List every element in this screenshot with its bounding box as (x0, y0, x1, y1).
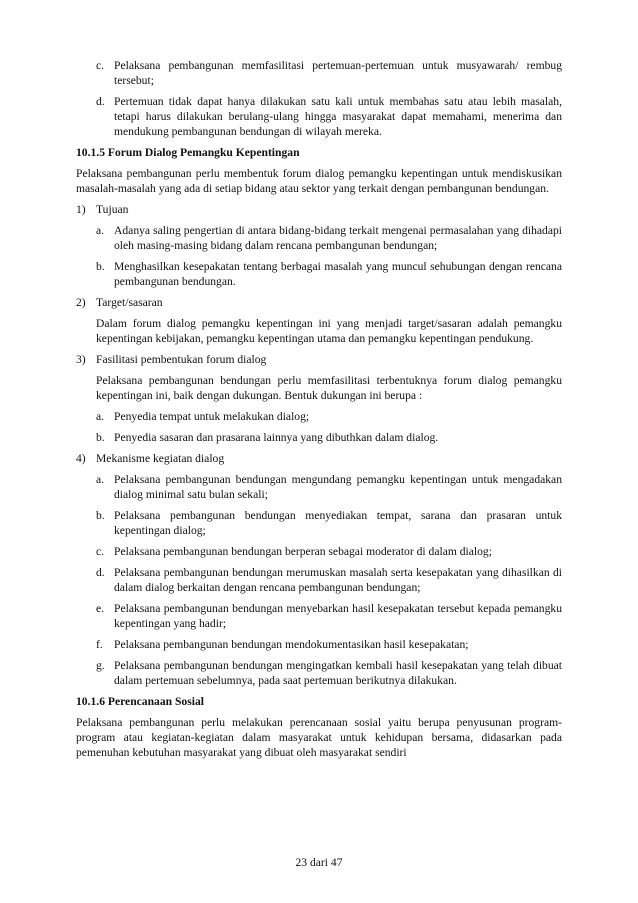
document-page (76, 58, 562, 766)
indented-paragraph: Pelaksana pembangunan bendungan perlu memfasilitasi terbentuknya forum dialog pemangku kepentingan ini, baik dengan dukungan. Bentuk dukungan ini berupa : (96, 374, 562, 402)
list-marker: b. (96, 431, 105, 444)
numbered-heading-title: Mekanisme kegiatan dialog (96, 452, 225, 465)
list-marker: f. (96, 638, 103, 651)
section-intro: Pelaksana pembangunan perlu membentuk forum dialog pemangku kepentingan untuk mendiskusikan masalah-masalah yang ada di setiap bidang atau sektor yang terkait dengan pembangunan bendungan. (76, 167, 562, 195)
list-item-text: Pelaksana pembangunan bendungan menyediakan tempat, sarana dan prasaran untuk kepentingan dialog; (114, 509, 562, 537)
list-marker: a. (96, 473, 105, 486)
list-marker: d. (96, 95, 105, 108)
list-item (76, 601, 562, 631)
list-marker: c. (96, 59, 105, 72)
list-item-text: Pelaksana pembangunan bendungan mendokumentasikan hasil kesepakatan; (114, 638, 469, 651)
list-item-text: Pertemuan tidak dapat hanya dilakukan satu kali untuk membahas satu atau lebih masalah, tetapi harus dilakukan berulang-ulang hingga masyarakat dapat memahami, menerima dan mendukung pembangunan bendungan di wilayah mereka. (114, 95, 562, 138)
list-item (76, 637, 562, 652)
list-item (76, 259, 562, 289)
list-marker: b. (96, 260, 105, 273)
list-item (76, 658, 562, 688)
numbered-heading (76, 352, 562, 367)
list-item-text: Pelaksana pembangunan bendungan mengundang pemangku kepentingan untuk mengadakan dialog minimal satu bulan sekali; (114, 473, 562, 501)
list-item (76, 472, 562, 502)
list-item (76, 223, 562, 253)
number-marker: 2) (76, 296, 86, 309)
list-item (76, 94, 562, 139)
numbered-heading (76, 451, 562, 466)
numbered-heading-title: Tujuan (96, 203, 129, 216)
numbered-heading-title: Fasilitasi pembentukan forum dialog (96, 353, 267, 366)
list-item-text: Pelaksana pembangunan memfasilitasi pertemuan-pertemuan untuk musyawarah/ rembug tersebut; (114, 59, 562, 87)
section-heading-10-1-5: 10.1.5 Forum Dialog Pemangku Kepentingan (76, 146, 300, 159)
number-marker: 4) (76, 452, 86, 465)
list-item (76, 430, 562, 445)
numbered-heading-title: Target/sasaran (96, 296, 163, 309)
list-item-text: Adanya saling pengertian di antara bidang-bidang terkait mengenai permasalahan yang dihadapi oleh masing-masing bidang dalam rencana pembangunan bendungan; (114, 224, 562, 252)
list-item-text: Pelaksana pembangunan bendungan merumuskan masalah serta kesepakatan yang dihasilkan di dalam dialog berkaitan dengan rencana pembangunan bendungan; (114, 566, 562, 594)
section-heading-10-1-6: 10.1.6 Perencanaan Sosial (76, 695, 204, 708)
list-item-text: Penyedia tempat untuk melakukan dialog; (114, 410, 310, 423)
number-marker: 1) (76, 203, 86, 216)
section-paragraph: Pelaksana pembangunan perlu melakukan perencanaan sosial yaitu berupa penyusunan program-program atau kegiatan-kegiatan dalam masyarakat untuk kehidupan bersama, didasarkan pada pemenuhan kebutuhan masyarakat yang dibuat oleh masyarakat sendiri (76, 716, 562, 759)
list-marker: c. (96, 545, 105, 558)
list-item (76, 58, 562, 88)
list-marker: a. (96, 224, 105, 237)
list-marker: e. (96, 602, 105, 615)
list-marker: g. (96, 659, 105, 672)
list-marker: d. (96, 566, 105, 579)
list-item-text: Pelaksana pembangunan bendungan berperan sebagai moderator di dalam dialog; (114, 545, 492, 558)
list-marker: b. (96, 509, 105, 522)
numbered-heading (76, 295, 562, 310)
numbered-heading (76, 202, 562, 217)
number-marker: 3) (76, 353, 86, 366)
list-item-text: Pelaksana pembangunan bendungan mengingatkan kembali hasil kesepakatan yang telah dibuat dalam pertemuan sebelumnya, pada saat pertemuan berikutnya dilakukan. (114, 659, 562, 687)
list-marker: a. (96, 410, 105, 423)
list-item (76, 565, 562, 595)
list-item-text: Menghasilkan kesepakatan tentang berbagai masalah yang muncul sehubungan dengan rencana pembangunan bendungan. (114, 260, 562, 288)
list-item (76, 508, 562, 538)
indented-paragraph: Dalam forum dialog pemangku kepentingan ini yang menjadi target/sasaran adalah pemangku kepentingan kebijakan, pemangku kepentingan utama dan pemangku kepentingan pendukung. (96, 317, 562, 345)
page-number: 23 dari 47 (295, 856, 343, 869)
list-item-text: Penyedia sasaran dan prasarana lainnya yang dibuthkan dalam dialog. (114, 431, 439, 444)
list-item (76, 409, 562, 424)
list-item-text: Pelaksana pembangunan bendungan menyebarkan hasil kesepakatan tersebut kepada pemangku kepentingan yang hadir; (114, 602, 562, 630)
list-item (76, 544, 562, 559)
